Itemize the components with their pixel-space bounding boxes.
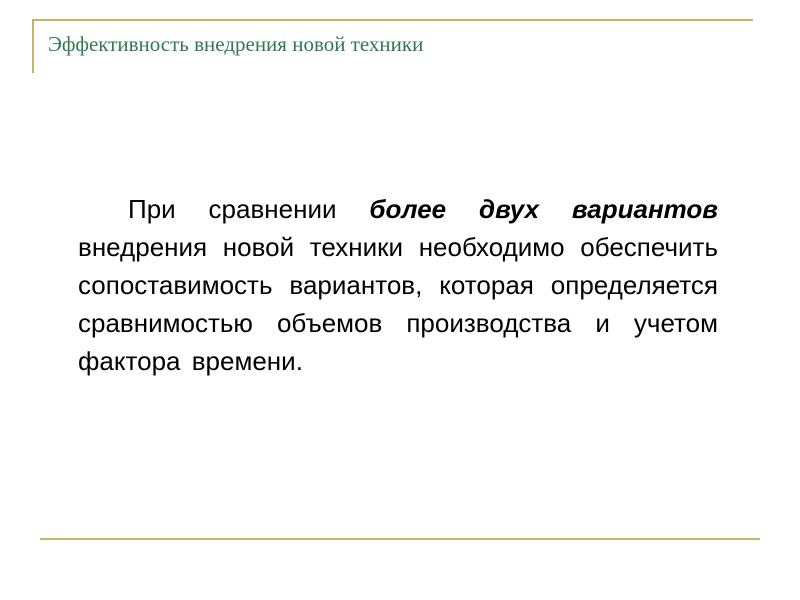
slide-title: Эффективность внедрения новой техники [48,32,424,56]
body-text-rest: внедрения новой техники необходимо обеспечить сопоставимость вариантов, которая определяется сравнимостью объемов производства и учетом фактора времени. [78,232,718,376]
left-accent-line [32,19,34,73]
top-divider-line [32,19,753,21]
slide-body-paragraph [78,190,718,380]
bottom-divider-line [40,538,760,540]
body-text-intro: При сравнении [128,194,370,224]
body-text-emphasis: более двух вариантов [369,194,719,224]
